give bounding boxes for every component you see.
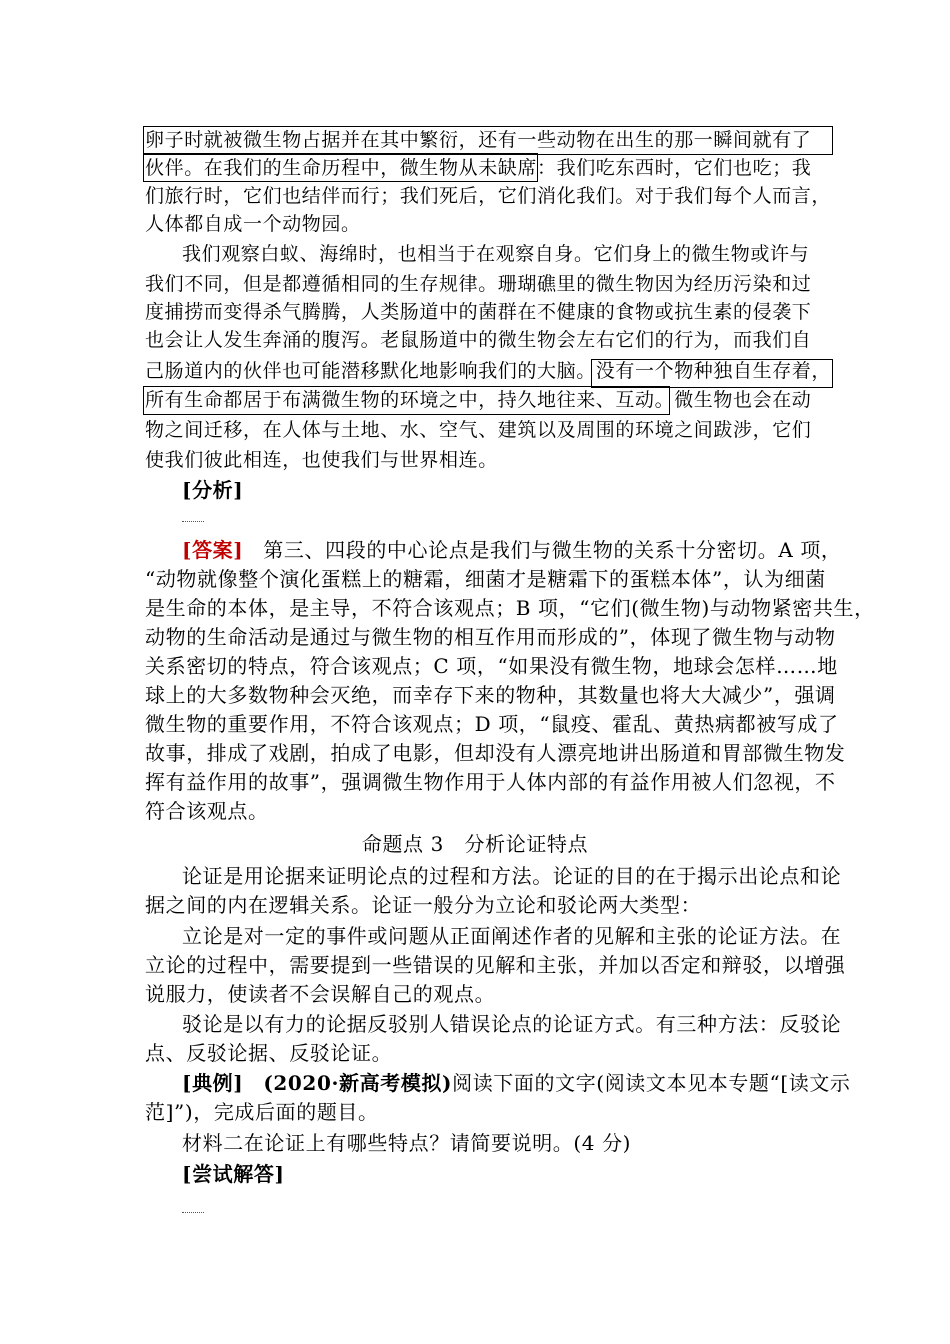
passage-line: 人体都自成一个动物园。 <box>145 213 361 235</box>
explanation-line: 据之间的内在逻辑关系。论证一般分为立论和驳论两大类型： <box>145 893 702 917</box>
passage-line: 己肠道内的伙伴也可能潜移默化地影响我们的大脑。没有一个物种独自生存着， <box>145 360 832 382</box>
answer-blank-line <box>182 521 204 522</box>
example-source: (2020·新高考模拟) <box>263 1071 453 1095</box>
try-answer-label: [尝试解答] <box>182 1162 285 1186</box>
analysis-label: [分析] <box>182 478 244 502</box>
example-instruction: 阅读下面的文字(阅读文本见本专题“[读文示 <box>452 1071 851 1095</box>
explanation-line: 点、反驳论据、反驳论证。 <box>145 1041 393 1065</box>
passage-line: 卵子时就被微生物占据并在其中繁衍，还有一些动物在出生的那一瞬间就有了 <box>145 129 812 151</box>
answer-line: 微生物的重要作用，不符合该观点；D 项，“鼠疫、霍乱、黄热病都被写成了 <box>145 712 839 736</box>
passage-line: 我们不同，但是都遵循相同的生存规律。珊瑚礁里的微生物因为经历污染和过 <box>145 273 812 295</box>
answer-label: [答案] <box>182 538 244 562</box>
explanation-line: 驳论是以有力的论据反驳别人错误论点的论证方式。有三种方法：反驳论 <box>182 1012 842 1036</box>
example-line-first <box>182 1069 851 1097</box>
explanation-line: 说服力，使读者不会误解自己的观点。 <box>145 982 496 1006</box>
passage-line: 我们观察白蚁、海绵时，也相当于在观察自身。它们身上的微生物或许与 <box>182 243 810 265</box>
example-label: [典例] <box>182 1071 244 1095</box>
passage-line: 度捕捞而变得杀气腾腾，人类肠道中的菌群在不健康的食物或抗生素的侵袭下 <box>145 301 812 323</box>
answer-line-first <box>182 536 842 564</box>
answer-line: 符合该观点。 <box>145 799 269 823</box>
example-instruction-cont: 范]”)，完成后面的题目。 <box>145 1100 379 1124</box>
answer-line: 挥有益作用的故事”，强调微生物作用于人体内部的有益作用被人们忽视，不 <box>145 770 836 794</box>
passage-line: 所有生命都居于布满微生物的环境之中，持久地往来、互动。微生物也会在动 <box>145 389 812 411</box>
answer-line: 是生命的本体，是主导，不符合该观点；B 项，“它们(微生物)与动物紧密共生， <box>145 596 875 620</box>
passage-line: 物之间迁移，在人体与土地、水、空气、建筑以及周围的环境之间跋涉，它们 <box>145 419 812 441</box>
passage-line: 使我们彼此相连，也使我们与世界相连。 <box>145 449 498 471</box>
answer-line: 关系密切的特点，符合该观点；C 项，“如果没有微生物，地球会怎样……地 <box>145 654 838 678</box>
explanation-line: 立论的过程中，需要提到一些错误的见解和主张，并加以否定和辩驳，以增强 <box>145 953 846 977</box>
try-answer-blank-line <box>182 1212 204 1213</box>
explanation-line: 论证是用论据来证明论点的过程和方法。论证的目的在于揭示出论点和论 <box>182 864 842 888</box>
explanation-line: 立论是对一定的事件或问题从正面阐述作者的见解和主张的论证方法。在 <box>182 924 842 948</box>
section-title: 命题点 3 分析论证特点 <box>361 832 589 856</box>
answer-line: 球上的大多数物种会灭绝，而幸存下来的物种，其数量也将大大减少”，强调 <box>145 683 836 707</box>
passage-line: 们旅行时，它们也结伴而行；我们死后，它们消化我们。对于我们每个人而言， <box>145 185 832 207</box>
example-question: 材料二在论证上有哪些特点？请简要说明。(4 分) <box>182 1131 632 1155</box>
answer-line: 故事，排成了戏剧，拍成了电影，但却没有人漂亮地讲出肠道和胃部微生物发 <box>145 741 846 765</box>
passage-line: 也会让人发生奔涌的腹泻。老鼠肠道中的微生物会左右它们的行为，而我们自 <box>145 329 812 351</box>
answer-text: 第三、四段的中心论点是我们与微生物的关系十分密切。A 项， <box>263 538 842 562</box>
passage-line: 伙伴。在我们的生命历程中，微生物从未缺席：我们吃东西时，它们也吃；我 <box>145 157 812 179</box>
answer-line: 动物的生命活动是通过与微生物的相互作用而形成的”，体现了微生物与动物 <box>145 625 836 649</box>
answer-line: “动物就像整个演化蛋糕上的糖霜，细菌才是糖霜下的蛋糕本体”，认为细菌 <box>145 567 826 591</box>
